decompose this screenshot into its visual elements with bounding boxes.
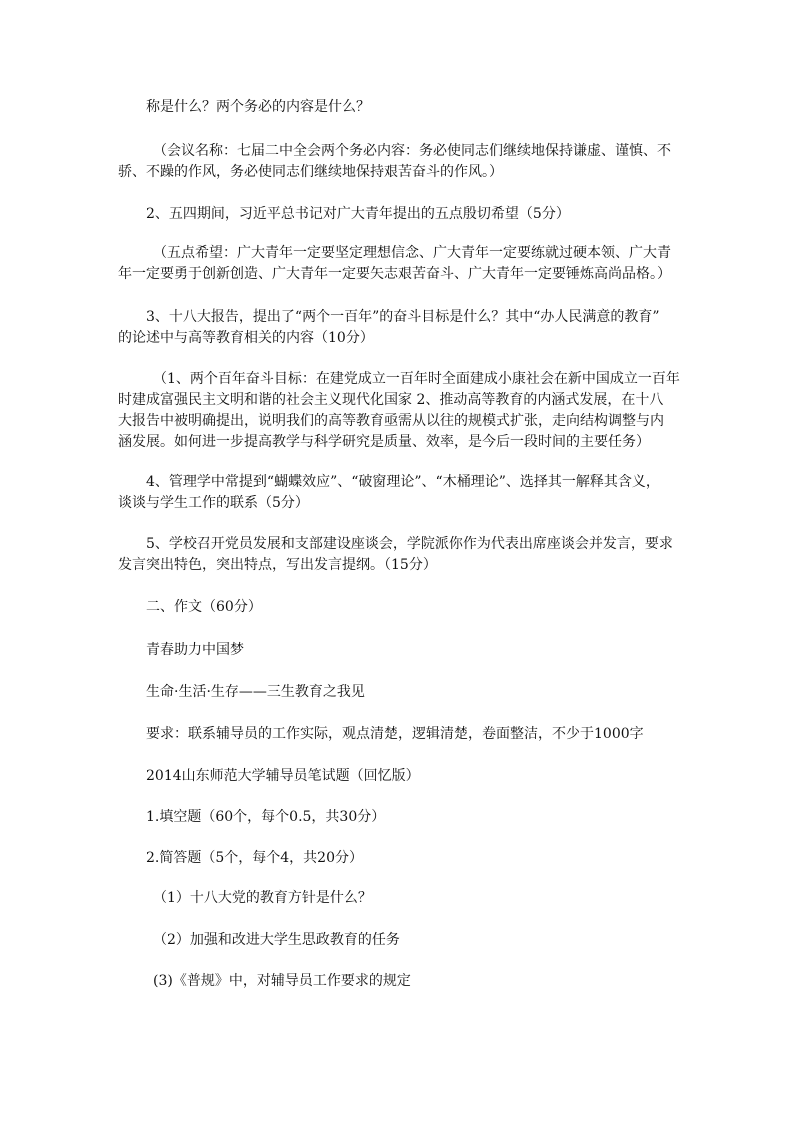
short-answer-item-3 <box>118 971 678 992</box>
paragraph-question-3 <box>118 307 678 349</box>
text-line: 年一定要勇于创新创造、广大青年一定要矢志艰苦奋斗、广大青年一定要锤炼高尚品格。） <box>118 266 671 282</box>
text-line: (3)《普规》中，对辅导员工作要求的规定 <box>153 973 411 989</box>
exam-title <box>118 766 678 787</box>
essay-requirements <box>118 724 678 745</box>
essay-topic-2 <box>118 682 678 703</box>
text-line: 1.填空题（60个，每个0.5，共30分） <box>146 809 386 825</box>
text-line: （2）加强和改进大学生思政教育的任务 <box>153 932 400 948</box>
short-answer-section <box>118 848 678 869</box>
text-line: 4、管理学中常提到“蝴蝶效应”、“破窗理论”、“木桶理论”、选择其一解释其含义， <box>146 474 660 490</box>
text-line: （1）十八大党的教育方针是什么？ <box>153 890 372 906</box>
text-line: 5、学校召开党员发展和支部建设座谈会，学院派你作为代表出席座谈会并发言，要求 <box>146 536 673 552</box>
paragraph-question-5 <box>118 534 678 576</box>
text-line: 时建成富强民主文明和谐的社会主义现代化国家 2、推动高等教育的内涵式发展，在十八 <box>118 392 664 408</box>
text-line: 青春助力中国梦 <box>146 642 244 658</box>
text-line: 的论述中与高等教育相关的内容（10分） <box>118 330 374 346</box>
text-line: 发言突出特色，突出特点，写出发言提纲。（15分） <box>118 557 437 573</box>
short-answer-item-2 <box>118 930 678 951</box>
text-line: （1、两个百年奋斗目标：在建党成立一百年时全面建成小康社会在新中国成立一百年 <box>153 371 680 387</box>
text-line: （会议名称：七届二中全会两个务必内容：务必使同志们继续地保持谦虚、谨慎、不 <box>153 143 671 159</box>
text-line: 2014山东师范大学辅导员笔试题（回忆版） <box>146 768 420 784</box>
fill-in-blank-section <box>118 807 678 828</box>
text-line: 称是什么？两个务必的内容是什么？ <box>146 99 370 115</box>
text-line: 要求：联系辅导员的工作实际，观点清楚，逻辑清楚，卷面整洁，不少于1000字 <box>146 726 644 742</box>
text-line: 2、五四期间，习近平总书记对广大青年提出的五点殷切希望（5分） <box>146 206 570 222</box>
text-line: 涵发展。如何进一步提高教学与科学研究是质量、效率，是今后一段时间的主要任务） <box>118 434 650 450</box>
paragraph-question-2 <box>118 204 678 225</box>
paragraph-question-4 <box>118 472 678 514</box>
paragraph-answer-two-centenary-goals <box>118 369 678 453</box>
short-answer-item-1 <box>118 888 678 909</box>
text-line: 3、十八大报告，提出了“两个一百年”的奋斗目标是什么？其中“办人民满意的教育” <box>146 309 660 325</box>
text-line: 二、作文（60分） <box>146 599 262 615</box>
paragraph-question-meeting-name <box>118 97 678 118</box>
essay-topic-1 <box>118 640 678 661</box>
text-line: 2.简答题（5个，每个4，共20分） <box>146 850 363 866</box>
text-line: 谈谈与学生工作的联系（5分） <box>118 495 309 511</box>
paragraph-answer-five-hopes <box>118 243 678 285</box>
section-heading-essay <box>118 597 678 618</box>
text-line: （五点希望：广大青年一定要坚定理想信念、广大青年一定要练就过硬本领、广大青 <box>153 245 671 261</box>
paragraph-answer-two-musts <box>118 141 678 183</box>
text-line: 大报告中被明确提出，说明我们的高等教育亟需从以往的规模式扩张，走向结构调整与内 <box>118 413 664 429</box>
text-line: 生命·生活·生存——三生教育之我见 <box>146 684 365 700</box>
text-line: 骄、不躁的作风，务必使同志们继续地保持艰苦奋斗的作风。） <box>118 164 503 180</box>
